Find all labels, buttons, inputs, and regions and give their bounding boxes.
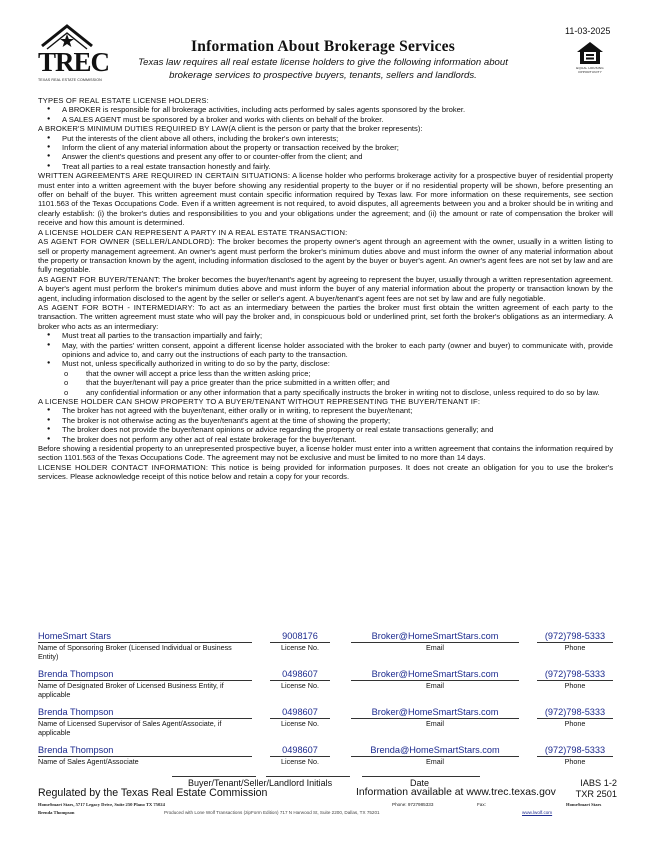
- subtitle-line-2: brokerage services to prospective buyers, tenants, sellers and landlords.: [169, 70, 477, 81]
- initials-field-2[interactable]: [266, 776, 350, 777]
- page-subtitle: [128, 56, 518, 82]
- list-item: ● The broker has not agreed with the buyer/tenant, either orally or in writing, to represent the buyer/tenant;: [62, 406, 613, 415]
- info-available-text: Information available at www.trec.texas.gov: [356, 787, 556, 798]
- list-item-text: Must not, unless specifically authorized in writing to do so by the party, disclose:: [62, 359, 330, 369]
- list-item: ● A BROKER is responsible for all brokerage activities, including acts performed by sales agents sponsored by the broker.: [62, 105, 613, 114]
- list-item: ● A SALES AGENT must be sponsored by a broker and works with clients on behalf of the broker.: [62, 115, 613, 124]
- field-label: Phone: [564, 719, 586, 728]
- written-body-2: Even if a written agreement is not required, to avoid disputes, all agreements between you and a broker should be in writing and clearly establish: (i) the broker's duties and responsibilities to you and your obligations under the agreement; and (ii) the amount or rate of compensation the broker will receive and how this amount is determined.: [38, 199, 613, 228]
- logo-subtext: TEXAS REAL ESTATE COMMISSION: [38, 78, 102, 82]
- sponsoring-broker-email-field[interactable]: Broker@HomeSmartStars.com: [351, 631, 519, 643]
- form-id-txr: TXR 2501: [575, 789, 617, 799]
- written-agreements-paragraph: [38, 171, 613, 227]
- contact-info-paragraph: [38, 463, 613, 482]
- sales-agent-phone-field[interactable]: (972)798-5333: [537, 745, 613, 757]
- designated-broker-phone-field[interactable]: (972)798-5333: [537, 669, 613, 681]
- field-label: Phone: [564, 681, 586, 690]
- initials-label: Buyer/Tenant/Seller/Landlord Initials: [188, 778, 333, 788]
- document-body: [38, 96, 613, 482]
- duties-heading-note: (A client is the person or party that the broker represents):: [228, 124, 423, 134]
- contact-row-licensed-supervisor: [38, 707, 613, 745]
- intermediary-heading: AS AGENT FOR BOTH - INTERMEDIARY:: [38, 302, 195, 312]
- written-body-1: A license holder who performs brokerage activity for a prospective buyer of residential property must enter into a written agreement with the buyer before showing any residential property to the buyer or if no residential property will be shown, before presenting an offer on behalf of the buyer. This written agreement must contain specific information required by Texas law. For more information on these requirements, see section 1101.563 of the Texas Occupations Code.: [38, 171, 613, 209]
- lwolf-link[interactable]: www.lwolf.com: [522, 810, 553, 815]
- list-item: ● The broker is not otherwise acting as the buyer/tenant's agent at the time of showing the property;: [62, 416, 613, 425]
- agent-name: Brenda Thompson: [38, 810, 75, 815]
- sales-agent-name-field[interactable]: Brenda Thompson: [38, 745, 252, 757]
- list-item: ● Answer the client's questions and present any offer to or counter-offer from the client; and: [62, 152, 613, 161]
- field-label: Phone: [564, 643, 586, 652]
- office-name: HomeSmart Stars: [566, 802, 602, 807]
- office-fax: Fax:: [477, 802, 486, 807]
- designated-broker-license-field[interactable]: 0498607: [270, 669, 330, 681]
- field-label: Name of Sponsoring Broker (Licensed Individual or Business Entity): [38, 643, 232, 661]
- field-label: Name of Sales Agent/Associate: [38, 757, 139, 766]
- sub-list-item: o any confidential information or any other information that a party specifically instructs the broker in writing not to disclose, unless required to do so by law.: [86, 388, 613, 397]
- field-label: Phone: [564, 757, 586, 766]
- supervisor-name-field[interactable]: Brenda Thompson: [38, 707, 252, 719]
- field-label: License No.: [281, 719, 319, 728]
- show-property-list: [38, 406, 613, 444]
- form-date: 11-03-2025: [565, 26, 611, 36]
- list-item: [62, 359, 613, 397]
- list-item: ● Put the interests of the client above all others, including the broker's own interests;: [62, 134, 613, 143]
- list-item: ● Must treat all parties to the transaction impartially and fairly;: [62, 331, 613, 340]
- field-label: Email: [426, 643, 444, 652]
- supervisor-phone-field[interactable]: (972)798-5333: [537, 707, 613, 719]
- duties-list: [38, 134, 613, 172]
- equal-housing-logo: [575, 40, 605, 74]
- sales-agent-email-field[interactable]: Brenda@HomeSmartStars.com: [351, 745, 519, 757]
- star-icon: [60, 34, 74, 47]
- intermediary-sublist: [62, 369, 613, 397]
- date-label: Date: [410, 778, 430, 788]
- show-property-heading: A LICENSE HOLDER CAN SHOW PROPERTY TO A BUYER/TENANT WITHOUT REPRESENTING THE BUYER/TENANT IF:: [38, 397, 481, 406]
- intermediary-paragraph: [38, 303, 613, 331]
- regulated-by-text: Regulated by the Texas Real Estate Commission: [38, 787, 268, 799]
- buyer-heading: AS AGENT FOR BUYER/TENANT:: [38, 274, 161, 284]
- designated-broker-email-field[interactable]: Broker@HomeSmartStars.com: [351, 669, 519, 681]
- sub-list-item: o that the buyer/tenant will pay a price greater than the price submitted in a written offer; and: [86, 378, 613, 387]
- show-property-after: Before showing a residential property to an unrepresented prospective buyer, a license holder must enter into a written agreement that contains the information required by section 1101.563 of the Texas Occupations Code. The agreement may not be exclusive and must be limited to no more than 14 days.: [38, 444, 613, 463]
- designated-broker-name-field[interactable]: Brenda Thompson: [38, 669, 252, 681]
- list-item: ● Treat all parties to a real estate transaction honestly and fairly.: [62, 162, 613, 171]
- owner-agent-paragraph: [38, 237, 613, 275]
- initials-field-1[interactable]: [172, 776, 256, 777]
- field-label: License No.: [281, 757, 319, 766]
- supervisor-license-field[interactable]: 0498607: [270, 707, 330, 719]
- field-label: Name of Licensed Supervisor of Sales Agent/Associate, if applicable: [38, 719, 222, 737]
- field-label: Email: [426, 757, 444, 766]
- duties-heading: A BROKER'S MINIMUM DUTIES REQUIRED BY LAW: [38, 124, 229, 134]
- field-label: Email: [426, 681, 444, 690]
- contact-heading: LICENSE HOLDER CONTACT INFORMATION:: [38, 462, 209, 472]
- trec-logo: [38, 22, 110, 86]
- form-id: [572, 778, 617, 800]
- written-heading: WRITTEN AGREEMENTS ARE REQUIRED IN CERTAIN SITUATIONS:: [38, 171, 291, 181]
- list-item: ● Inform the client of any material information about the property or transaction received by the broker;: [62, 143, 613, 152]
- sponsoring-broker-license-field[interactable]: 9008176: [270, 631, 330, 643]
- field-label: Email: [426, 719, 444, 728]
- list-item: ● The broker does not perform any other act of real estate brokerage for the buyer/tenant.: [62, 435, 613, 444]
- duties-paragraph: [38, 124, 613, 133]
- list-item: ● The broker does not provide the buyer/tenant opinions or advice regarding the property or real estate transactions generally; and: [62, 425, 613, 434]
- sponsoring-broker-name-field[interactable]: HomeSmart Stars: [38, 631, 252, 643]
- types-list: [38, 105, 613, 124]
- office-address: HomeSmart Stars, 5717 Legacy Drive, Suite 250 Plano TX 75024: [38, 802, 165, 807]
- owner-body: The broker becomes the property owner's agent through an agreement with the owner, usually in a written listing to sell or property management agreement. An owner's agent must perform the broker's minimum duties above and must inform the owner of any material information about the property or transaction known by the agent, including information disclosed to the agent by the buyer or buyer's agent. An owner's agent fees are not set by law and are fully negotiable.: [38, 237, 613, 275]
- produced-by-text: Produced with Lone Wolf Transactions (zipForm Edition) 717 N Harwood St, Suite 2200, Dallas, TX 75201: [164, 810, 380, 815]
- date-field[interactable]: [362, 776, 480, 777]
- logo-text: TREC: [38, 47, 110, 77]
- intermediary-body: To act as an intermediary between the parties the broker must first obtain the written agreement of each party to the transaction. The written agreement must state who will pay the broker and, in conspicuous bold or underlined print, set forth the broker's obligations as an intermediary. A broker who acts as an intermediary:: [38, 302, 613, 331]
- represent-heading: A LICENSE HOLDER CAN REPRESENT A PARTY IN A REAL ESTATE TRANSACTION:: [38, 227, 348, 237]
- sub-list-item: o that the owner will accept a price less than the written asking price;: [86, 369, 613, 378]
- field-label: License No.: [281, 681, 319, 690]
- form-id-iabs: IABS 1-2: [580, 778, 617, 788]
- contact-body: This notice is being provided for information purposes. It does not create an obligation for you to use the broker's services. Please acknowledge receipt of this notice below and retain a copy for your records.: [38, 462, 613, 482]
- page-title: Information About Brokerage Services: [191, 38, 455, 55]
- equal-housing-label: EQUAL HOUSING OPPORTUNITY: [576, 66, 604, 74]
- equal-housing-icon: [575, 40, 605, 66]
- field-label: Name of Designated Broker of Licensed Business Entity, if applicable: [38, 681, 224, 699]
- buyer-body: The broker becomes the buyer/tenant's agent by agreeing to represent the buyer, usually through a written representation agreement. A buyer's agent must perform the broker's minimum duties above and must inform the buyer of any material information about the property or transaction known by the agent, including information disclosed to the agent by the seller or seller's agent. A buyer/tenant's agent fees are not set by law and are fully negotiable.: [38, 274, 613, 303]
- contacts-table: [38, 631, 613, 783]
- subtitle-line-1: Texas law requires all real estate license holders to give the following information about: [138, 57, 508, 68]
- types-heading: TYPES OF REAL ESTATE LICENSE HOLDERS:: [38, 96, 209, 105]
- supervisor-email-field[interactable]: Broker@HomeSmartStars.com: [351, 707, 519, 719]
- list-item: ● May, with the parties' written consent, appoint a different license holder associated with the broker to each party (owner and buyer) to communicate with, provide opinions and advice to, and carry out the instructions of each party to the transaction.: [62, 341, 613, 360]
- field-label: License No.: [281, 643, 319, 652]
- owner-heading: AS AGENT FOR OWNER (SELLER/LANDLORD):: [38, 237, 215, 247]
- intermediary-list: [38, 331, 613, 397]
- contact-row-sponsoring-broker: [38, 631, 613, 669]
- office-phone: Phone: 9727985333: [392, 802, 434, 807]
- contact-row-designated-broker: [38, 669, 613, 707]
- sponsoring-broker-phone-field[interactable]: (972)798-5333: [537, 631, 613, 643]
- sales-agent-license-field[interactable]: 0498607: [270, 745, 330, 757]
- buyer-agent-paragraph: [38, 275, 613, 303]
